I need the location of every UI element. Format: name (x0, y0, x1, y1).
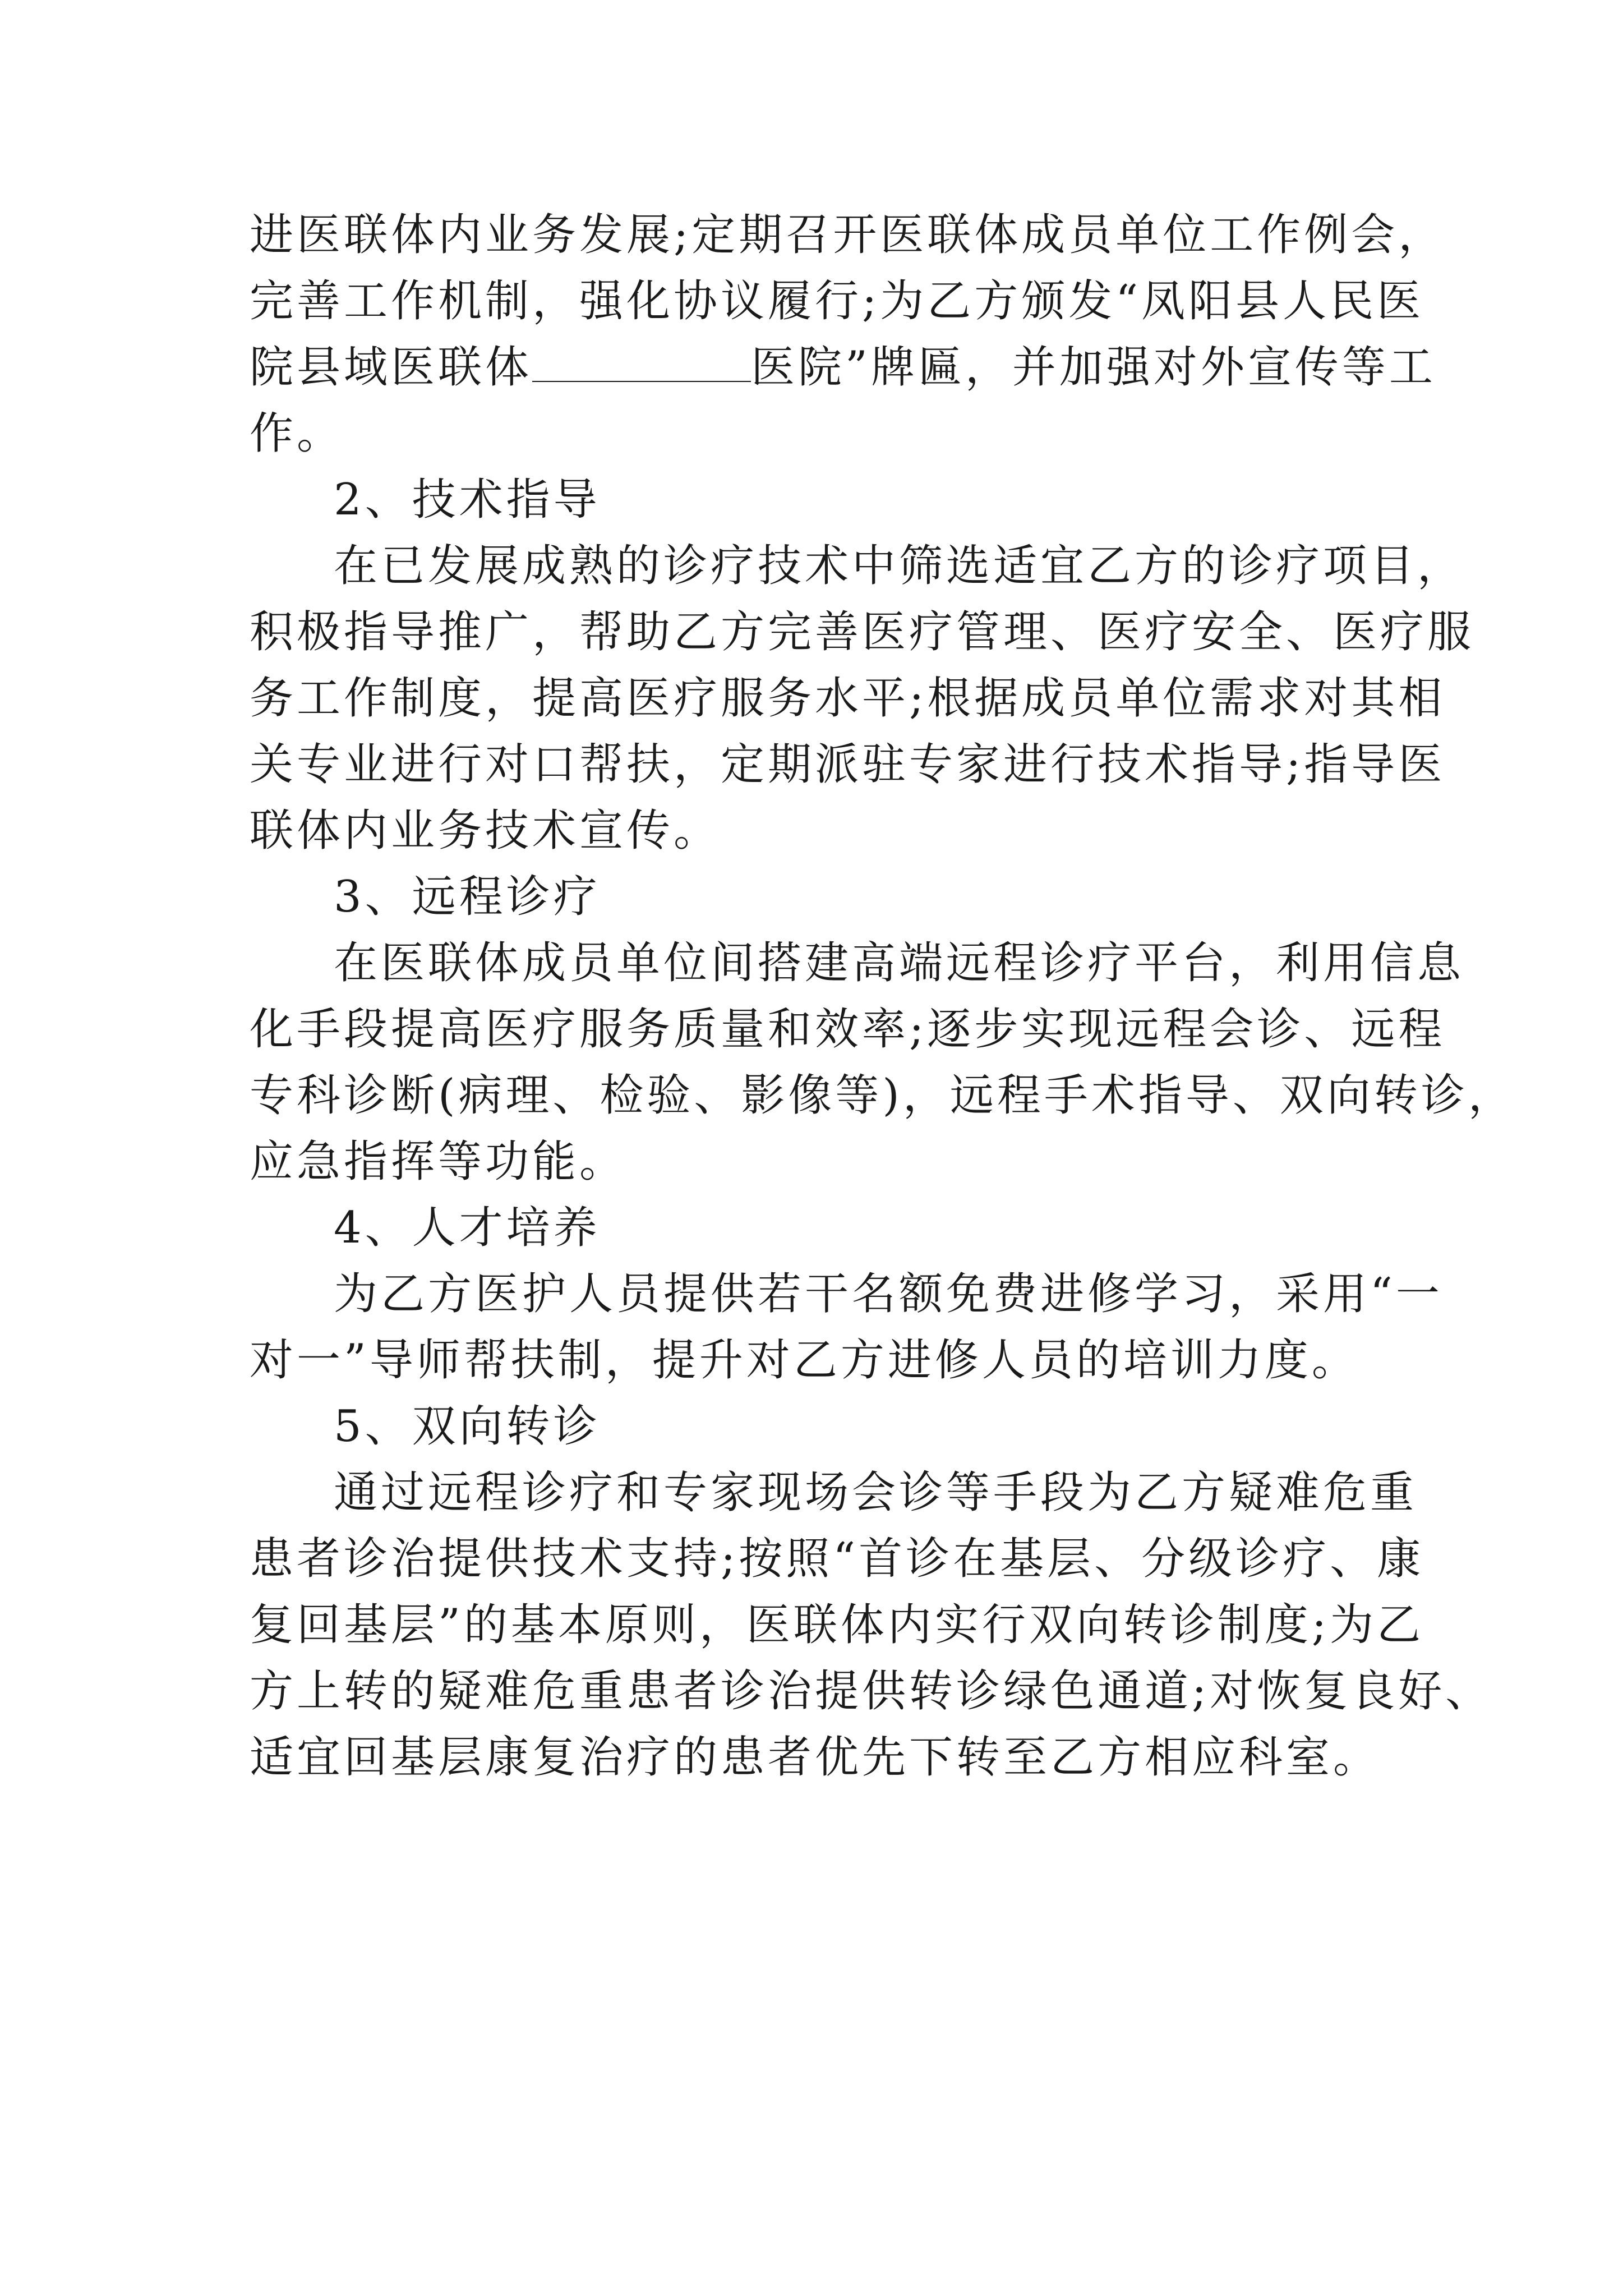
text-line: 应急指挥等功能。 (250, 1137, 627, 1187)
text-line: 作。 (250, 408, 344, 459)
section-heading-two-way-referral: 5、双向转诊 (334, 1401, 601, 1452)
section-heading-technical-guidance: 2、技术指导 (334, 475, 601, 525)
text-line: 在已发展成熟的诊疗技术中筛选适宜乙方的诊疗项目， (334, 541, 1465, 591)
section-heading-remote-diagnosis: 3、远程诊疗 (334, 872, 601, 922)
text-line: 关专业进行对口帮扶，定期派驻专家进行技术指导;指导医 (250, 739, 1446, 790)
text-line: 在医联体成员单位间搭建高端远程诊疗平台，利用信息 (334, 938, 1465, 988)
paragraph-continuation (250, 202, 1446, 467)
text-segment: 医院”牌匾，并加强对外宣传等工 (751, 342, 1436, 393)
text-line: 化手段提高医疗服务质量和效率;逐步实现远程会诊、远程 (250, 1004, 1446, 1055)
text-line: 完善工作机制，强化协议履行;为乙方颁发“凤阳县人民医 (250, 276, 1424, 326)
section-heading-talent-training: 4、人才培养 (334, 1203, 601, 1253)
text-line: 患者诊治提供技术支持;按照“首诊在基层、分级诊疗、康 (250, 1534, 1424, 1584)
paragraph-two-way-referral (250, 1460, 1493, 1791)
text-line: 进医联体内业务发展;定期召开医联体成员单位工作例会， (250, 210, 1446, 260)
paragraph-remote-diagnosis (250, 930, 1515, 1195)
text-line: 为乙方医护人员提供若干名额免费进修学习，采用“一 (334, 1269, 1443, 1319)
paragraph-talent-training (250, 1261, 1443, 1393)
fill-in-blank (532, 342, 751, 382)
text-line: 复回基层”的基本原则，医联体内实行双向转诊制度;为乙 (250, 1600, 1424, 1650)
text-line: 专科诊断(病理、检验、影像等)，远程手术指导、双向转诊， (250, 1070, 1515, 1121)
text-line: 积极指导推广，帮助乙方完善医疗管理、医疗安全、医疗服 (250, 607, 1475, 657)
text-line: 适宜回基层康复治疗的患者优先下转至乙方相应科室。 (250, 1732, 1381, 1783)
text-line: 联体内业务技术宣传。 (250, 806, 721, 856)
text-segment: 院县域医联体 (250, 342, 533, 393)
text-line: 方上转的疑难危重患者诊治提供转诊绿色通道;对恢复良好、 (250, 1666, 1493, 1717)
text-line: 对一”导师帮扶制，提升对乙方进修人员的培训力度。 (250, 1335, 1359, 1386)
document-body (250, 202, 1515, 1791)
text-line: 通过远程诊疗和专家现场会诊等手段为乙方疑难危重 (334, 1467, 1418, 1518)
paragraph-technical-guidance (250, 533, 1475, 864)
text-line: 务工作制度，提高医疗服务水平;根据成员单位需求对其相 (250, 673, 1446, 724)
text-line-with-blank (250, 334, 1436, 401)
